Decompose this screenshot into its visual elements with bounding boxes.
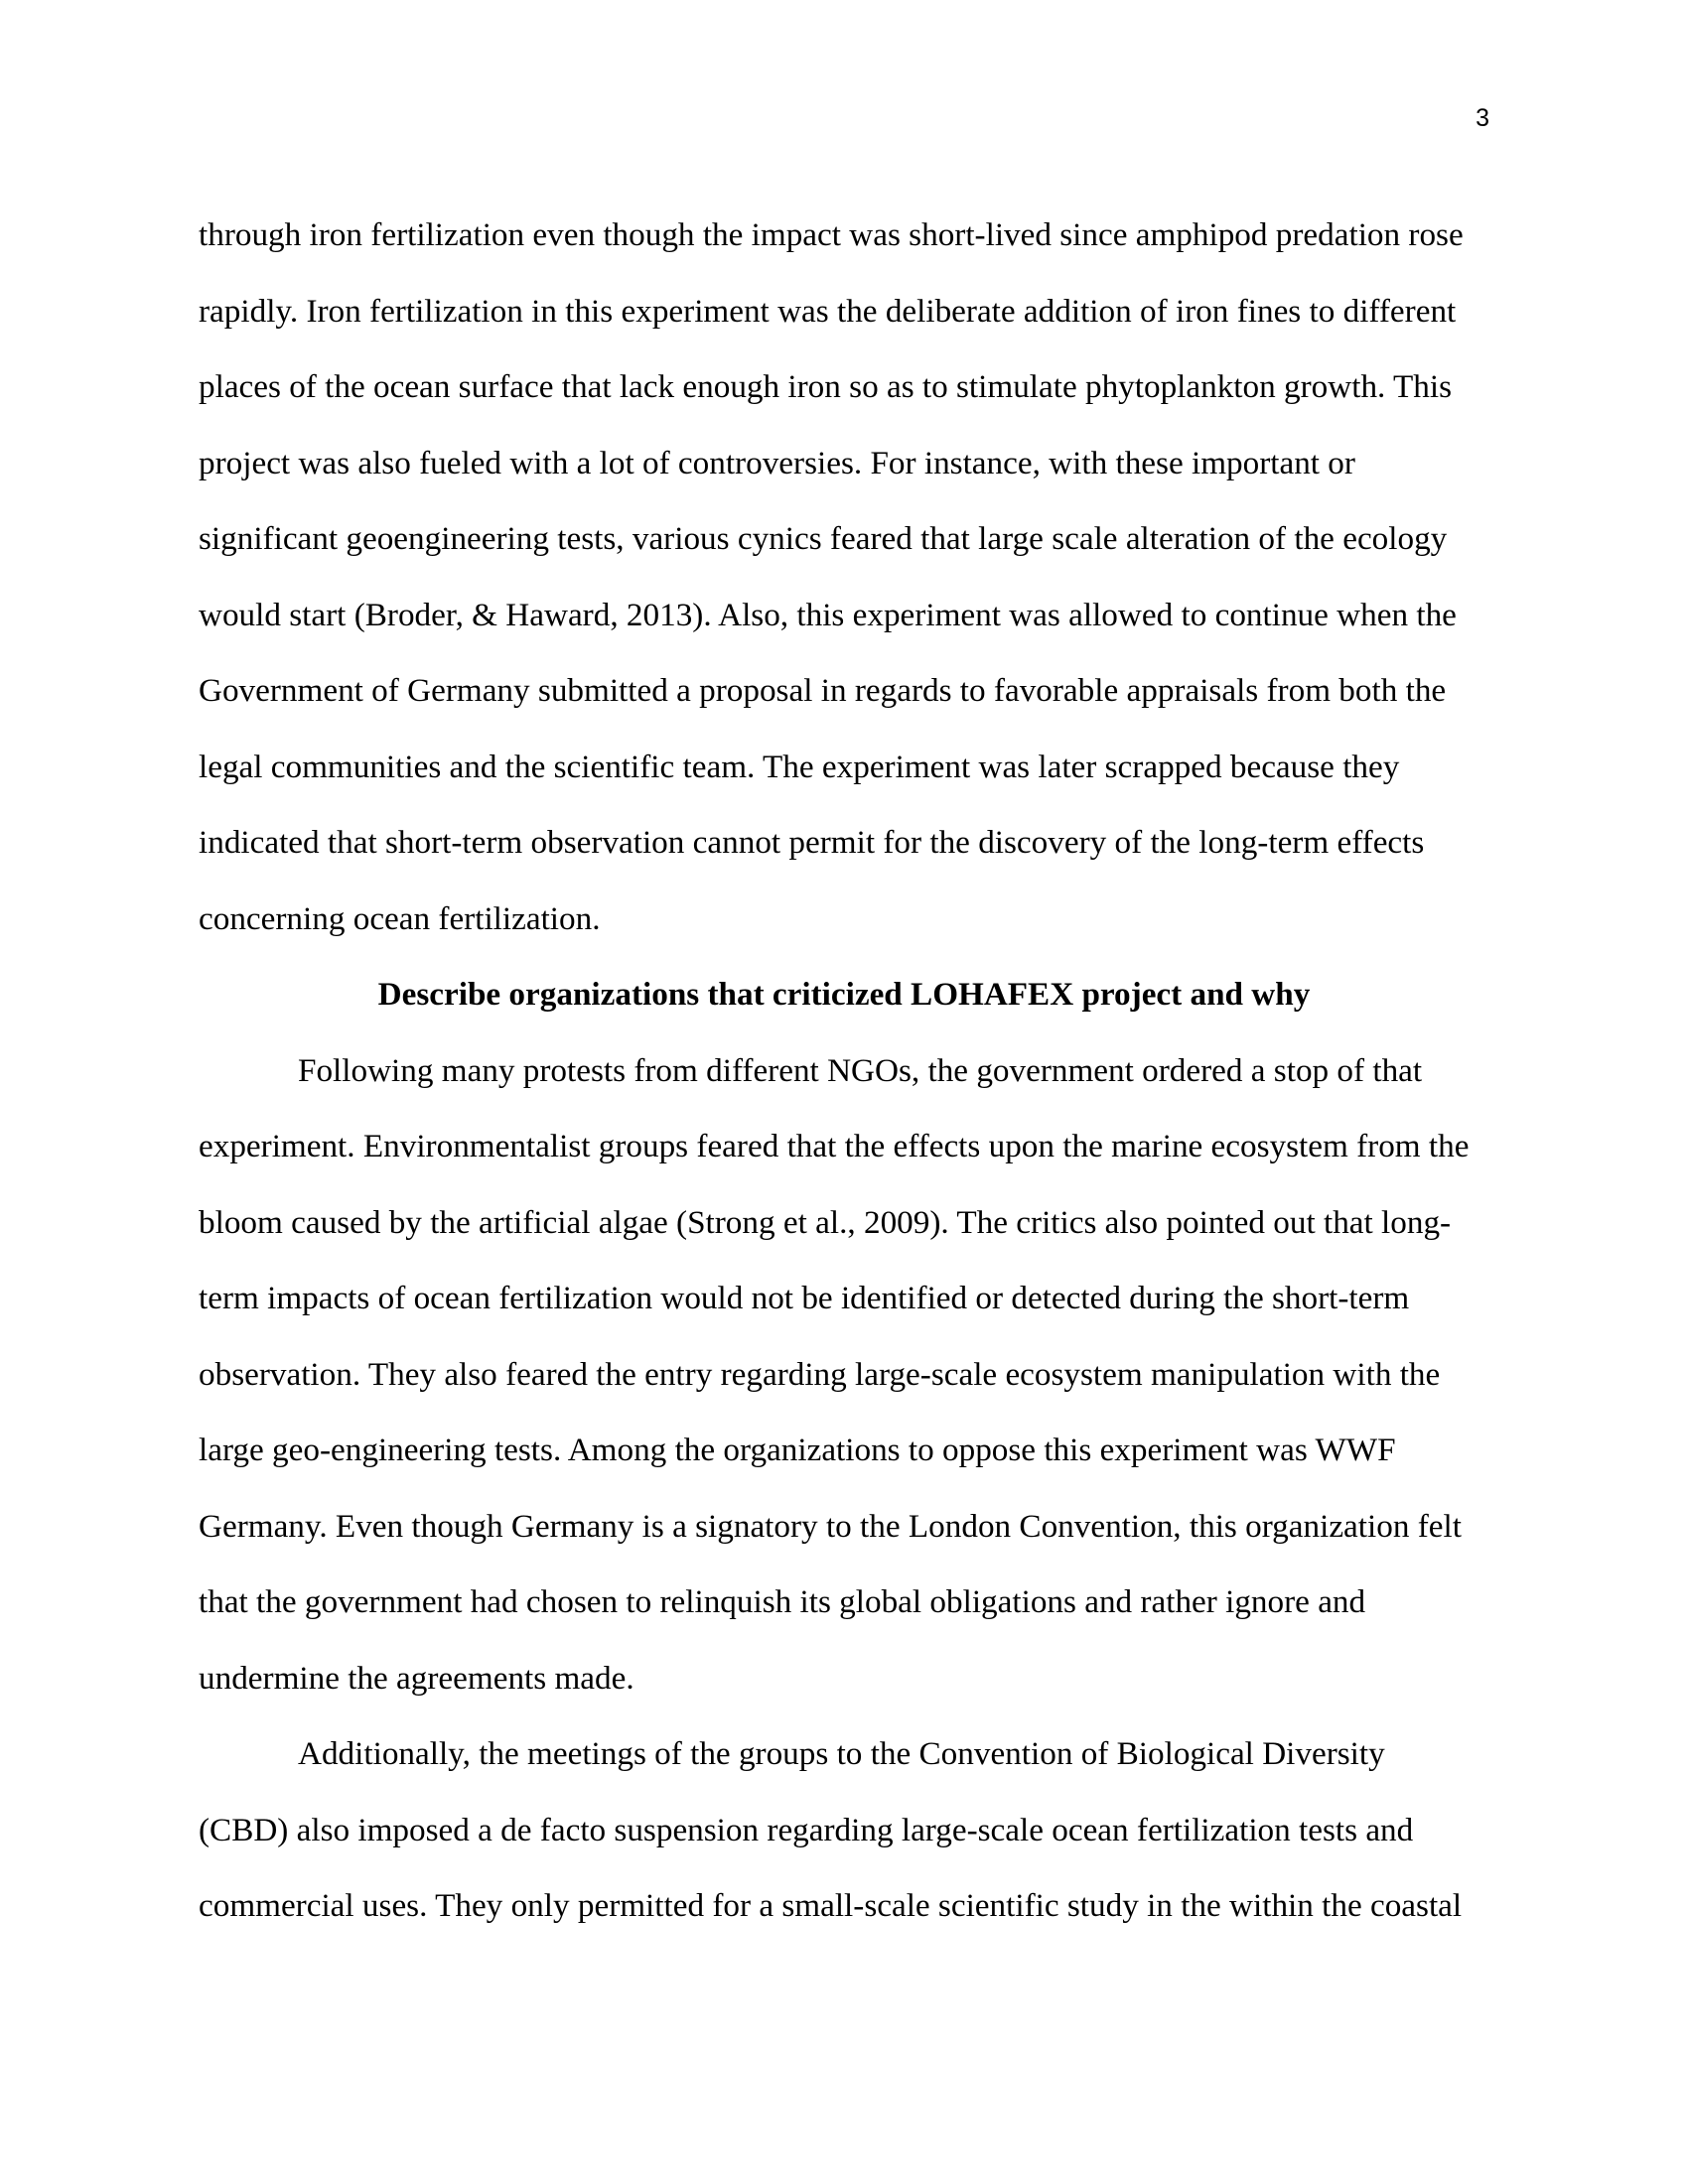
- text-line: bloom caused by the artificial algae (Strong et al., 2009). The critics also pointed out that long-: [199, 1203, 1452, 1241]
- document-body: [199, 198, 1489, 1945]
- text-line: through iron fertilization even though the impact was short-lived since amphipod predation rose: [199, 216, 1464, 253]
- text-line: legal communities and the scientific team. The experiment was later scrapped because they: [199, 748, 1400, 785]
- text-line: project was also fueled with a lot of controversies. For instance, with these important or: [199, 444, 1355, 481]
- page-number: 3: [1476, 104, 1489, 132]
- text-line: commercial uses. They only permitted for a small-scale scientific study in the within the coastal: [199, 1887, 1463, 1924]
- paragraph-iron-fertilization: [199, 198, 1489, 957]
- text-line: undermine the agreements made.: [199, 1659, 634, 1697]
- text-line: Germany. Even though Germany is a signatory to the London Convention, this organization felt: [199, 1507, 1462, 1545]
- paragraph-organizations: [199, 1033, 1489, 1717]
- text-line: (CBD) also imposed a de facto suspension regarding large-scale ocean fertilization tests and: [199, 1811, 1414, 1848]
- text-line: Following many protests from different NGOs, the government ordered a stop of that: [298, 1051, 1423, 1089]
- text-line: rapidly. Iron fertilization in this experiment was the deliberate addition of iron fines to different: [199, 292, 1457, 330]
- text-line: large geo-engineering tests. Among the organizations to oppose this experiment was WWF: [199, 1432, 1396, 1468]
- text-line: experiment. Environmentalist groups feared that the effects upon the marine ecosystem from the: [199, 1128, 1470, 1164]
- text-line: Government of Germany submitted a proposal in regards to favorable appraisals from both the: [199, 672, 1447, 709]
- text-line: term impacts of ocean fertilization would not be identified or detected during the short-term: [199, 1280, 1410, 1316]
- section-heading: Describe organizations that criticized LOHAFEX project and why: [377, 976, 1311, 1013]
- text-line: concerning ocean fertilization.: [199, 899, 601, 937]
- text-line: that the government had chosen to relinquish its global obligations and rather ignore and: [199, 1583, 1366, 1620]
- text-line: places of the ocean surface that lack enough iron so as to stimulate phytoplankton growth. This: [199, 368, 1453, 405]
- text-line: observation. They also feared the entry regarding large-scale ecosystem manipulation with the: [199, 1355, 1441, 1393]
- text-line: would start (Broder, & Haward, 2013). Also, this experiment was allowed to continue when the: [199, 596, 1457, 633]
- text-line: Additionally, the meetings of the groups to the Convention of Biological Diversity: [298, 1735, 1385, 1772]
- text-line: significant geoengineering tests, various cynics feared that large scale alteration of the ecology: [199, 520, 1448, 557]
- text-line: indicated that short-term observation cannot permit for the discovery of the long-term effects: [199, 824, 1425, 861]
- paragraph-cbd: [199, 1716, 1489, 1945]
